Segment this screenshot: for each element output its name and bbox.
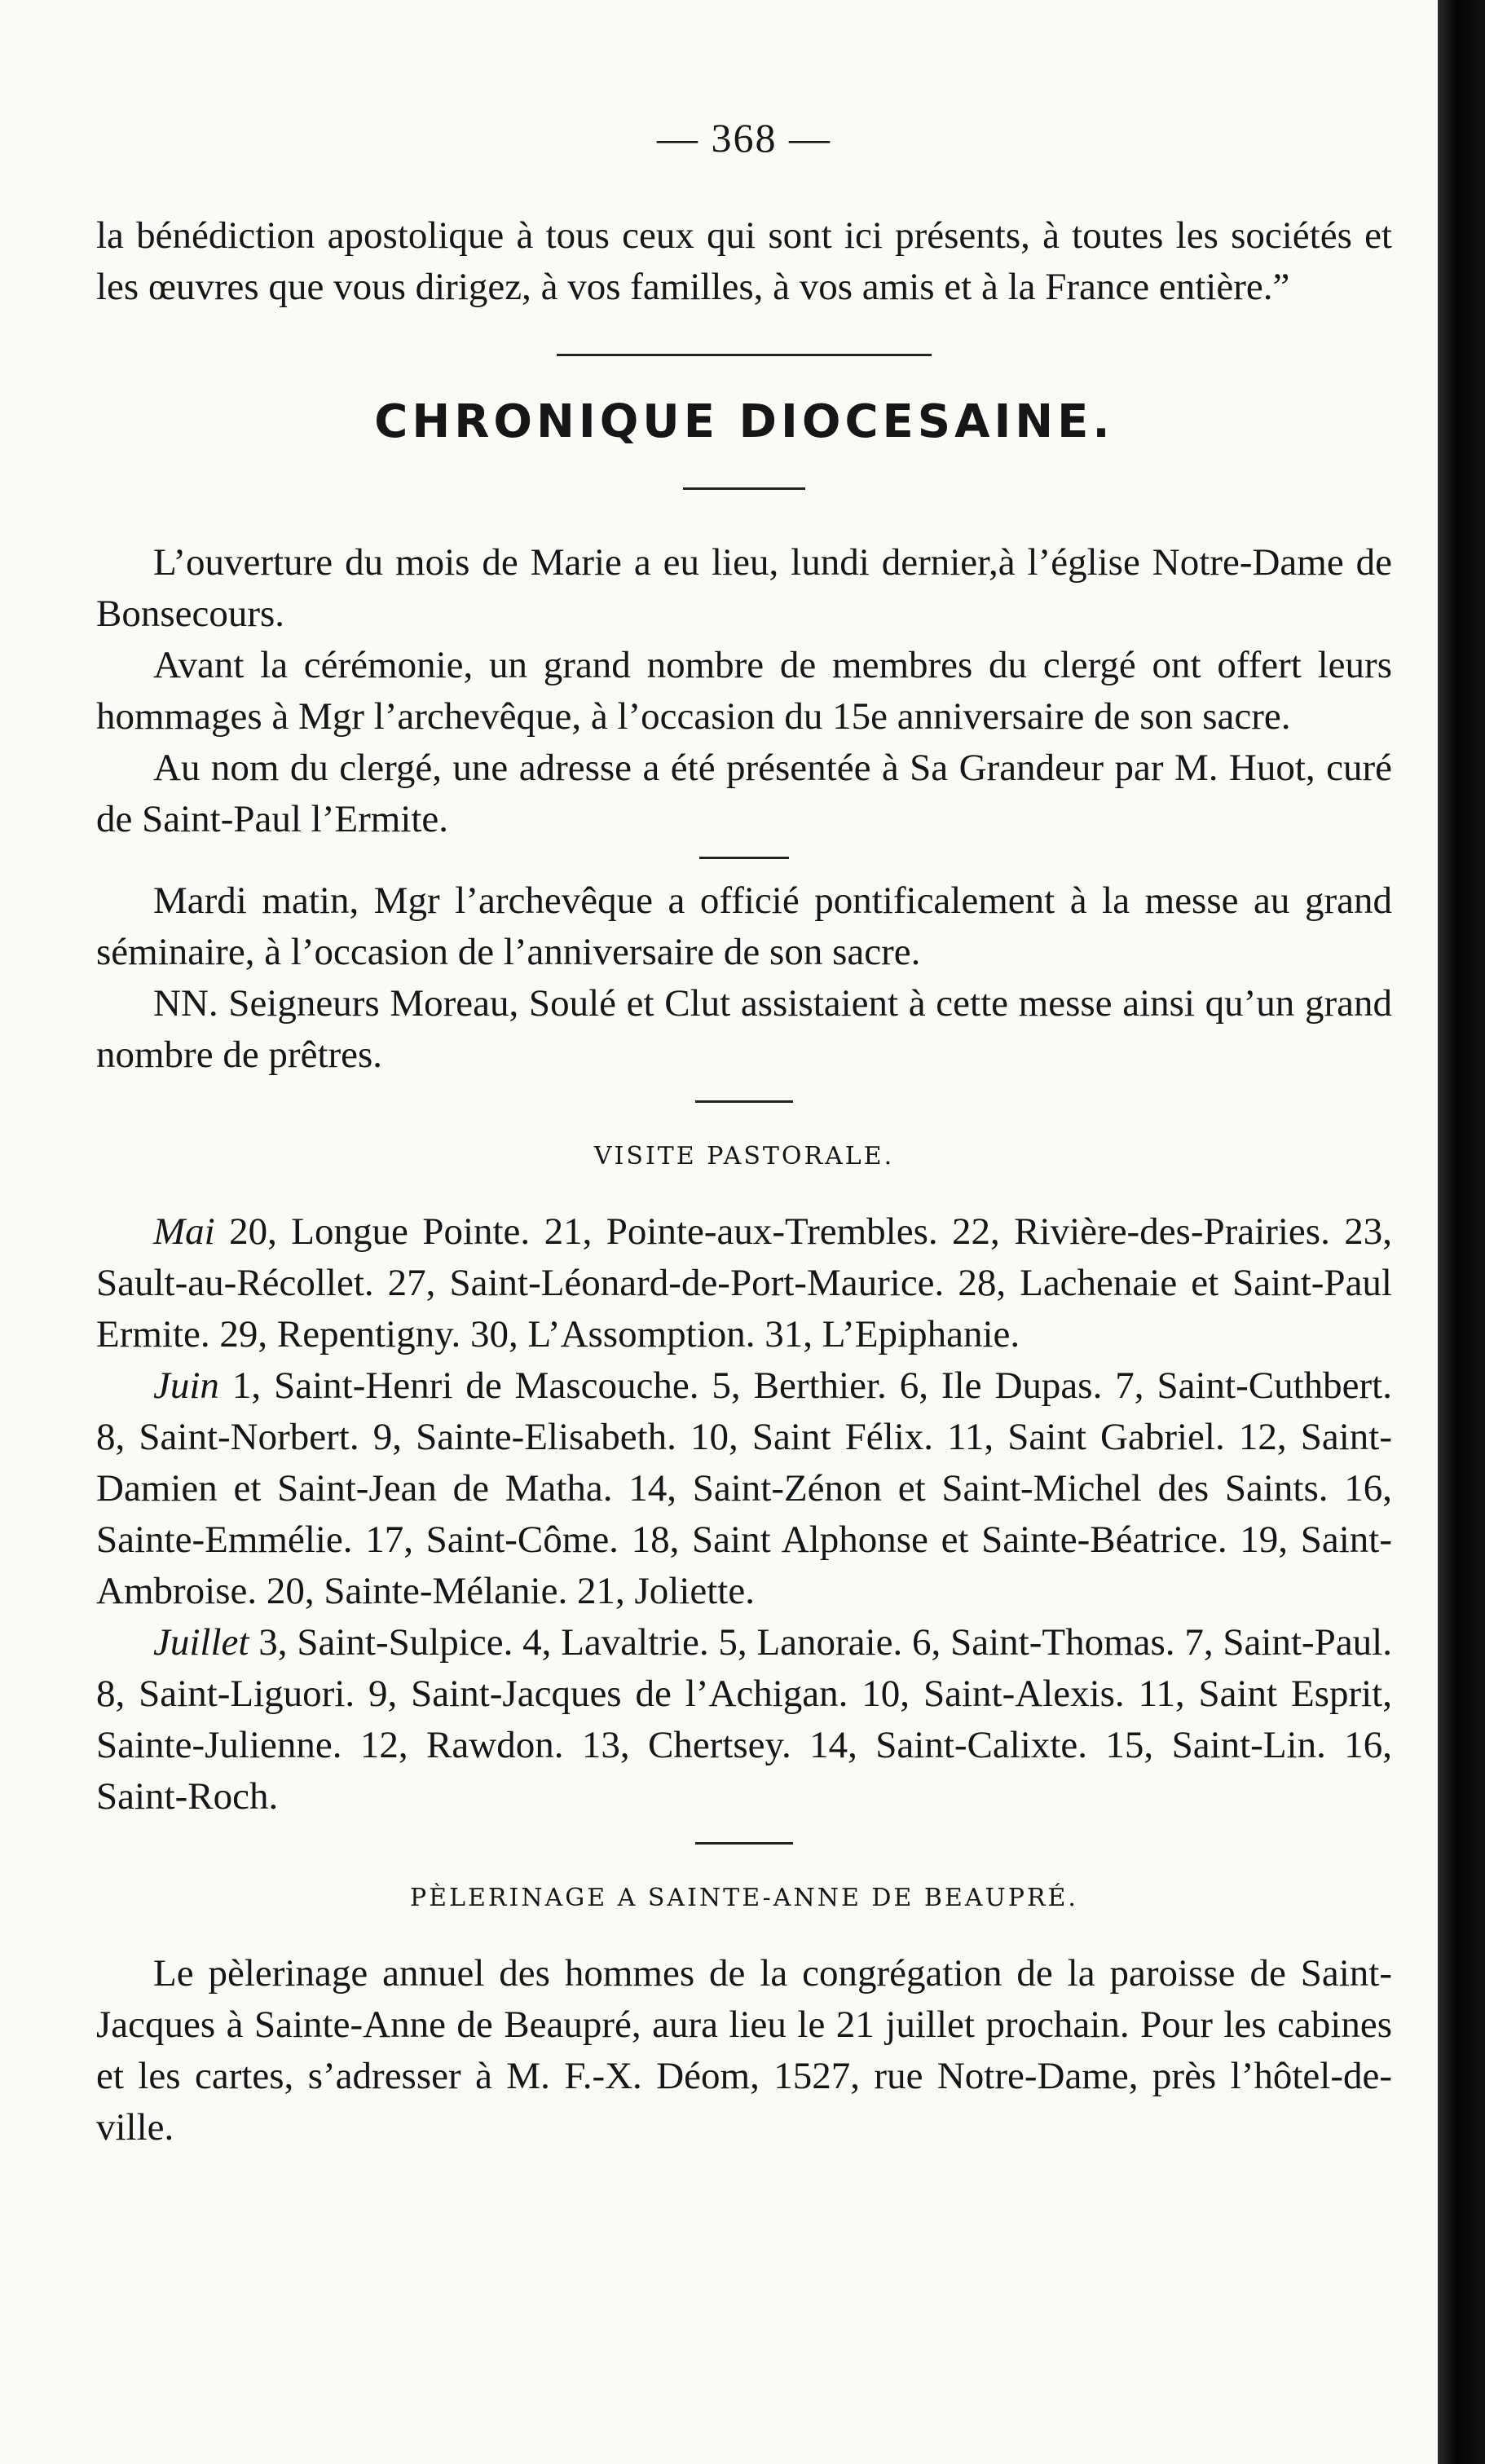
page-content bbox=[96, 114, 1392, 2153]
section-title: CHRONIQUE DIOCESAINE. bbox=[374, 395, 1114, 448]
pelerinage-heading: PÈLERINAGE A SAINTE-ANNE DE BEAUPRÉ. bbox=[410, 1884, 1078, 1912]
chronicle-paragraph: Mardi matin, Mgr l’archevêque a officié pontificalement à la messe au grand séminaire, à l’occasion de l’anniversaire de son sacre. bbox=[96, 879, 1392, 973]
divider-rule bbox=[699, 857, 789, 859]
chronicle-paragraph: Au nom du clergé, une adresse a été présentée à Sa Grandeur par M. Huot, curé de Saint-Paul l’Ermite. bbox=[96, 747, 1392, 840]
chronicle-paragraph: Avant la cérémonie, un grand nombre de membres du clergé ont offert leurs hommages à Mgr l’archevêque, à l’occasion du 15e anniversaire de son sacre. bbox=[96, 644, 1392, 738]
visite-paragraph-mai bbox=[96, 1206, 1392, 1360]
page-number: — 368 — bbox=[657, 115, 831, 161]
divider-rule bbox=[557, 354, 932, 356]
visite-paragraph-juillet bbox=[96, 1617, 1392, 1823]
visite-text: 3, Saint-Sulpice. 4, Lavaltrie. 5, Lanoraie. 6, Saint-Thomas. 7, Saint-Paul. 8, Saint-Liguori. 9, Saint-Jacques de l’Achigan. 10, Saint-Alexis. 11, Saint Esprit, Sainte-Julienne. 12, Rawdon. 13, Chertsey. 14, Saint-Calixte. 15, Saint-Lin. 16, Saint-Roch. bbox=[96, 1621, 1392, 1818]
month-label: Juin bbox=[153, 1364, 219, 1407]
chronicle-paragraph: L’ouverture du mois de Marie a eu lieu, lundi dernier,à l’église Notre-Dame de Bonsecours. bbox=[96, 541, 1392, 635]
book-spine-shadow bbox=[1438, 0, 1485, 2464]
divider-rule bbox=[695, 1842, 793, 1845]
pelerinage-paragraph: Le pèlerinage annuel des hommes de la congrégation de la paroisse de Saint-Jacques à Sainte-Anne de Beaupré, aura lieu le 21 juillet prochain. Pour les cabines et les cartes, s’adresser à M. F.-X. Déom, 1527, rue Notre-Dame, près l’hôtel-de-ville. bbox=[96, 1952, 1392, 2149]
divider-rule bbox=[683, 487, 805, 490]
visite-text: 20, Longue Pointe. 21, Pointe-aux-Trembles. 22, Rivière-des-Prairies. 23, Sault-au-Récollet. 27, Saint-Léonard-de-Port-Maurice. 28, Lachenaie et Saint-Paul Ermite. 29, Repentigny. 30, L’Assomption. 31, L’Epiphanie. bbox=[96, 1210, 1392, 1355]
divider-rule bbox=[695, 1100, 793, 1103]
visite-paragraph-juin bbox=[96, 1360, 1392, 1617]
intro-paragraph: la bénédiction apostolique à tous ceux qui sont ici présents, à toutes les sociétés et les œuvres que vous dirigez, à vos familles, à vos amis et à la France entière.” bbox=[96, 214, 1392, 308]
visite-text: 1, Saint-Henri de Mascouche. 5, Berthier. 6, Ile Dupas. 7, Saint-Cuthbert. 8, Saint-Norbert. 9, Sainte-Elisabeth. 10, Saint Félix. 11, Saint Gabriel. 12, Saint-Damien et Saint-Jean de Matha. 14, Saint-Zénon et Saint-Michel des Saints. 16, Sainte-Emmélie. 17, Saint-Côme. 18, Saint Alphonse et Sainte-Béatrice. 19, Saint-Ambroise. 20, Sainte-Mélanie. 21, Joliette. bbox=[96, 1364, 1392, 1612]
month-label: Mai bbox=[153, 1210, 215, 1253]
visite-heading: VISITE PASTORALE. bbox=[593, 1142, 895, 1170]
chronicle-paragraph: NN. Seigneurs Moreau, Soulé et Clut assistaient à cette messe ainsi qu’un grand nombre de prêtres. bbox=[96, 982, 1392, 1076]
month-label: Juillet bbox=[153, 1621, 249, 1664]
